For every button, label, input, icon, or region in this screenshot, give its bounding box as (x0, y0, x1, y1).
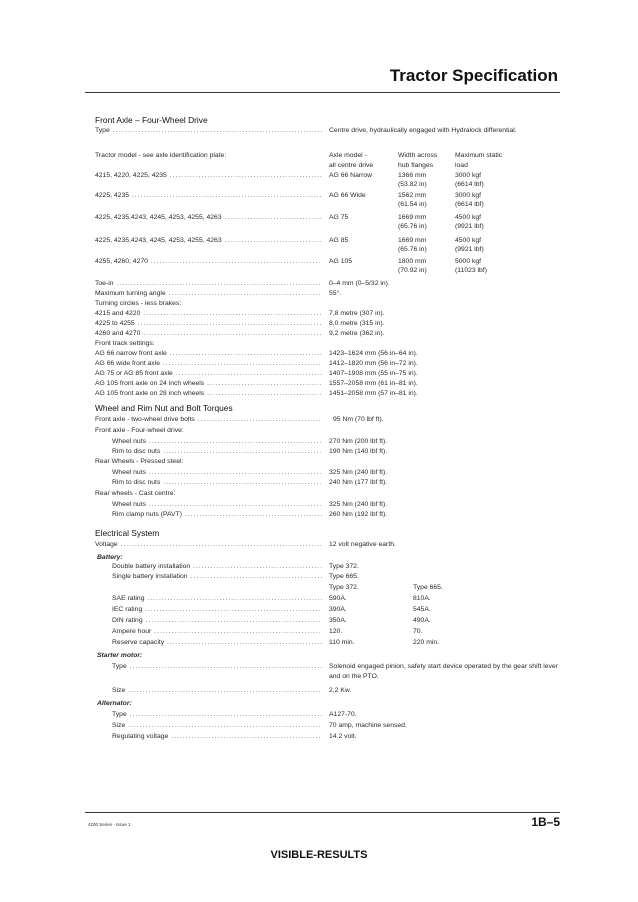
axle-load-lb: (6614 lbf) (455, 201, 484, 208)
torque-row (0, 415, 638, 425)
spec-label: Rim clamp nuts (PAVT) ..... (112, 510, 322, 520)
rating-row (0, 638, 638, 648)
spec-value: 1423–1624 mm (56 in–64 in). (329, 350, 418, 357)
spec-label: Rear wheels - Cast centre: (95, 490, 176, 497)
axle-width-in: (53.82 in) (398, 181, 427, 188)
spec-value: Type 372. (329, 563, 359, 570)
spec-label: Wheel nuts ..... (112, 500, 322, 510)
spec-label: Size ..... (112, 686, 322, 696)
spec-label: AG 66 narrow front axle ..... (95, 349, 322, 359)
spec-label: DIN rating ..... (112, 616, 322, 626)
spec-value: 1451–2058 mm (57 in–81 in). (329, 390, 418, 397)
torque-row (0, 468, 638, 478)
spec-label: Rim to disc nuts ..... (112, 447, 322, 457)
turning-row (0, 319, 638, 329)
spec-value: Centre drive, hydraulically engaged with Hydralock differential. (329, 127, 517, 134)
spec-label: Front axle - two-wheel drive bolts ..... (95, 415, 322, 425)
rating-b: 490A. (413, 617, 431, 624)
spec-value: 240 Nm (177 lbf ft). (329, 479, 388, 486)
spec-label: Reserve capacity ..... (112, 638, 322, 648)
axle-load: 3000 kgf (455, 172, 482, 179)
axle-model: AG 85 (329, 237, 349, 244)
spec-value: Type 665. (329, 573, 359, 580)
col-axle-header: Axle model - all centre drive (329, 152, 374, 169)
axle-model: AG 66 Narrow (329, 172, 373, 179)
rating-a: 350A. (329, 617, 347, 624)
spec-value: 7,8 metre (307 in). (329, 310, 385, 317)
bottom-caption: VISIBLE-RESULTS (270, 849, 368, 861)
spec-row-alt-size (0, 721, 638, 731)
spec-value: 270 Nm (200 lbf ft). (329, 438, 388, 445)
axle-model-label: Tractor model - see axle identification plate: (95, 152, 227, 159)
torque-row (0, 447, 638, 457)
spec-label: Starter motor: (97, 652, 143, 659)
spec-label: 4260 and 4270 ..... (95, 329, 322, 339)
spec-value: 12 volt negative earth. (329, 541, 396, 548)
axle-width-in: (61.54 in) (398, 201, 427, 208)
track-row (0, 349, 638, 359)
track-row (0, 379, 638, 389)
spec-label: Ampere hour ..... (112, 627, 322, 637)
front-axle-heading: Front Axle – Four-Wheel Drive (95, 115, 208, 125)
spec-row-voltage (0, 540, 638, 550)
axle-row-imperial (0, 245, 638, 255)
axle-width-in: (70.92 in) (398, 267, 427, 274)
spec-value: Solenoid engaged pinion, safety start device operated by the gear shift lever and on the PTO. (329, 663, 558, 680)
rating-row (0, 605, 638, 615)
footer-rule (85, 812, 560, 813)
spec-row-double-battery (0, 562, 638, 572)
spec-row-starter-type (0, 662, 638, 680)
spec-label: Alternator: (97, 700, 132, 707)
axle-load-lb: (9921 lbf) (455, 223, 484, 230)
axle-models: 4225, 4235 ..... (95, 191, 322, 201)
turning-row (0, 329, 638, 339)
spec-value: 14.2 volt. (329, 733, 357, 740)
axle-load: 5000 kgf (455, 258, 482, 265)
spec-row-starter-size (0, 686, 638, 696)
footer-series: 4200 Series - Issue 1 (88, 822, 131, 827)
torque-row (0, 510, 638, 520)
axle-row-imperial (0, 200, 638, 210)
axle-models: 4255, 4260, 4270 ..... (95, 257, 322, 267)
spec-row-alt-type (0, 710, 638, 720)
axle-load-lb: (9921 lbf) (455, 246, 484, 253)
spec-label: SAE rating ..... (112, 594, 322, 604)
starter-subheading (0, 651, 638, 661)
axle-width-in: (65.76 in) (398, 223, 427, 230)
axle-load: 3000 kgf (455, 192, 482, 199)
spec-label: 4225 to 4255 ..... (95, 319, 322, 329)
spec-label: Battery: (97, 554, 123, 561)
spec-label: AG 75 or AG 85 front axle ..... (95, 369, 322, 379)
spec-label: 4215 and 4220 ..... (95, 309, 322, 319)
col-width-header: Width across hub flanges (398, 152, 438, 169)
spec-value: 325 Nm (240 lbf ft). (329, 469, 388, 476)
axle-load-lb: (6614 lbf) (455, 181, 484, 188)
spec-label: Front track settings: (95, 340, 155, 347)
spec-row-alt-reg (0, 732, 638, 742)
spec-label: Maximum turning angle ..... (95, 289, 322, 299)
spec-value: 1557–2058 mm (61 in–81 in). (329, 380, 418, 387)
rating-a: 590A. (329, 595, 347, 602)
spec-label: IEC rating ..... (112, 605, 322, 615)
axle-row-imperial (0, 266, 638, 276)
spec-value: 325 Nm (240 lbf ft). (329, 501, 388, 508)
rating-row (0, 594, 638, 604)
torque-row (0, 437, 638, 447)
page-title: Tractor Specification (389, 66, 558, 85)
axle-models: 4215, 4220, 4225, 4235 ..... (95, 171, 322, 181)
spec-value: 260 Nm (192 lbf ft). (329, 511, 388, 518)
axle-model: AG 66 Wide (329, 192, 366, 199)
spec-label: AG 105 front axle on 28 inch wheels ..... (95, 389, 322, 399)
axle-models: 4225, 4235,4243, 4245, 4253, 4255, 4263 ..... (95, 236, 322, 246)
spec-value: 8,0 metre (315 in). (329, 320, 385, 327)
torques-heading: Wheel and Rim Nut and Bolt Torques (95, 403, 233, 413)
torque-row (0, 500, 638, 510)
spec-value: A127-70. (329, 711, 357, 718)
rating-a: 110 min. (329, 639, 355, 646)
rating-b: 545A. (413, 606, 431, 613)
spec-value: 1407–1908 mm (55 in–75 in). (329, 370, 418, 377)
spec-label: Voltage ..... (95, 540, 322, 550)
axle-row-imperial (0, 222, 638, 232)
spec-value: 190 Nm (140 lbf ft). (329, 448, 388, 455)
rating-row (0, 616, 638, 626)
axle-models: 4225, 4235,4243, 4245, 4253, 4255, 4263 ..... (95, 213, 322, 223)
track-row (0, 359, 638, 369)
rating-row (0, 627, 638, 637)
spec-label: AG 66 wide front axle ..... (95, 359, 322, 369)
page-number: 1B–5 (531, 815, 560, 829)
battery-type-b: Type 665. (413, 584, 443, 591)
track-subheading (0, 339, 638, 349)
spec-label: Double battery installation ..... (112, 562, 322, 572)
axle-width: 1800 mm (398, 258, 427, 265)
axle-width: 1366 mm (398, 172, 427, 179)
spec-row-max-turn (0, 289, 638, 299)
spec-label: Turning circles - less brakes: (95, 300, 182, 307)
spec-label: Type ..... (112, 662, 322, 672)
axle-width: 1562 mm (398, 192, 427, 199)
battery-type-header (0, 583, 638, 593)
spec-label: Wheel nuts ..... (112, 437, 322, 447)
spec-value: 0–4 mm (0–5/32 in). (329, 280, 390, 287)
axle-width: 1669 mm (398, 214, 427, 221)
spec-value: 1412–1820 mm (56 in–72 in). (329, 360, 418, 367)
spec-label: Toe-in ..... (95, 279, 322, 289)
rating-a: 120. (329, 628, 343, 635)
axle-width: 1669 mm (398, 237, 427, 244)
rating-b: 810A. (413, 595, 431, 602)
rating-b: 70. (413, 628, 423, 635)
spec-label: Rim to disc nuts ..... (112, 478, 322, 488)
axle-model: AG 75 (329, 214, 349, 221)
spec-label: Type ..... (95, 126, 322, 136)
turning-subheading (0, 299, 638, 309)
axle-load: 4500 kgf (455, 214, 482, 221)
axle-model: AG 105 (329, 258, 353, 265)
col-load-header: Maximum static load (455, 152, 503, 169)
battery-type-a: Type 372. (329, 584, 359, 591)
spec-row-toe-in (0, 279, 638, 289)
axle-row-imperial (0, 180, 638, 190)
rating-a: 390A. (329, 606, 347, 613)
axle-load-lb: (11023 lbf) (455, 267, 487, 274)
track-row (0, 369, 638, 379)
track-row (0, 389, 638, 399)
spec-label: Rear Wheels - Pressed steel: (95, 458, 184, 465)
torque-subheading (0, 489, 638, 499)
spec-label: Wheel nuts ..... (112, 468, 322, 478)
spec-label: Type ..... (112, 710, 322, 720)
axle-load: 4500 kgf (455, 237, 482, 244)
spec-value: 2,2 Kw. (329, 687, 352, 694)
torque-subheading (0, 457, 638, 467)
spec-value: 55°. (329, 290, 342, 297)
spec-row-type (0, 126, 638, 136)
torque-row (0, 478, 638, 488)
spec-label: Regulating voltage ..... (112, 732, 322, 742)
alternator-subheading (0, 699, 638, 709)
spec-label: Size ..... (112, 721, 322, 731)
spec-label: Single battery installation ..... (112, 572, 322, 582)
turning-row (0, 309, 638, 319)
spec-label: Front axle - Four-wheel drive: (95, 427, 184, 434)
torque-subheading (0, 426, 638, 436)
spec-value: 70 amp, machine sensed. (329, 722, 407, 729)
spec-value: 95 Nm (70 lbf ft). (333, 416, 384, 423)
rating-b: 220 min. (413, 639, 440, 646)
spec-label: AG 105 front axle on 24 inch wheels ..... (95, 379, 322, 389)
spec-row-single-battery (0, 572, 638, 582)
electrical-heading: Electrical System (95, 528, 160, 538)
axle-width-in: (65.76 in) (398, 246, 427, 253)
spec-value: 9,2 metre (362 in). (329, 330, 385, 337)
axle-table-header (0, 151, 638, 169)
header-rule (85, 92, 560, 93)
